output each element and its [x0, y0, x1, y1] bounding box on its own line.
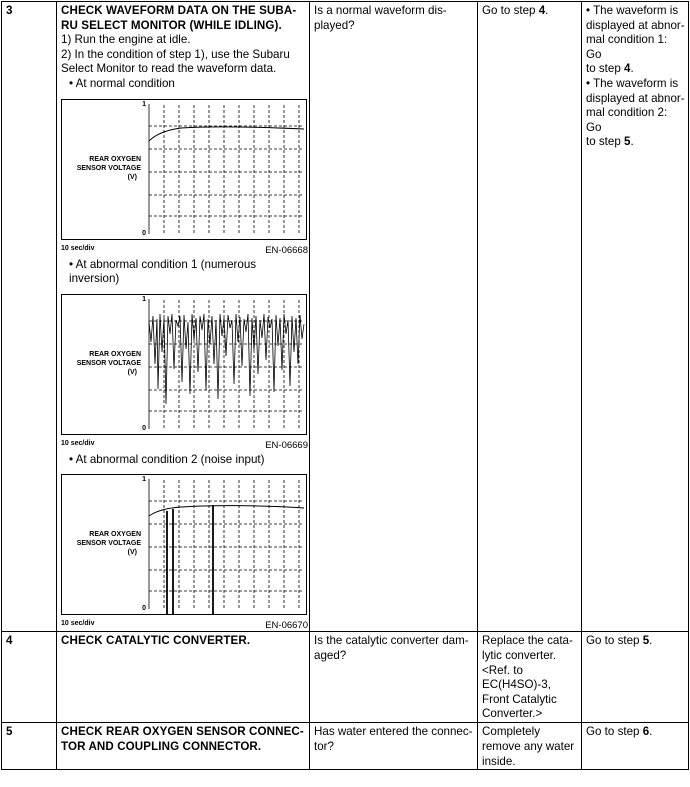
waveform-figure	[61, 294, 308, 436]
y-axis-label-line2: SENSOR VOLTAGE	[76, 359, 141, 367]
step-instructions: 1) Run the engine at idle. 2) In the condition of step 1), use the Subaru Select Monitor to read the waveform data.	[61, 33, 290, 76]
step-title: CHECK WAVEFORM DATA ON THE SUBA- RU SELECT MONITOR (WHILE IDLING).	[61, 4, 297, 32]
step-number: 4	[2, 632, 57, 723]
y-axis-label-line1: REAR OXYGEN	[89, 350, 141, 358]
step-procedure	[57, 2, 310, 632]
table-row-step-5	[2, 723, 689, 770]
check-cell: Is a normal waveform dis- played?	[310, 2, 478, 632]
no-cell: • The waveform is displayed at abnor- mal condition 1: Go to step 4. • The waveform is displayed at abnor- mal condition 2: Go to step 5.	[582, 2, 689, 632]
diagnostic-table	[1, 1, 689, 770]
x-axis-scale: 10 sec/div	[61, 244, 95, 252]
no-cell: Go to step 5.	[582, 632, 689, 723]
waveform-chart-normal	[61, 99, 308, 256]
y-axis-label-line2: SENSOR VOLTAGE	[76, 540, 141, 548]
no-cell: Go to step 6.	[582, 723, 689, 770]
chart-caption-normal: • At normal condition	[69, 76, 175, 90]
waveform-figure	[61, 99, 308, 241]
y-max-label: 1	[142, 295, 146, 303]
yes-cell: Completely remove any water inside.	[478, 723, 582, 770]
y-axis-label-line1: REAR OXYGEN	[89, 155, 141, 163]
waveform-trace	[149, 126, 304, 140]
chart-caption-abnormal-1: • At abnormal condition 1 (numerous inversion)	[69, 257, 257, 286]
y-axis-label-line3: (V)	[127, 549, 137, 557]
waveform-chart-abnormal-1	[61, 294, 308, 451]
y-axis-label-line3: (V)	[127, 368, 137, 376]
step-number: 5	[2, 723, 57, 770]
y-axis-label-line2: SENSOR VOLTAGE	[76, 164, 141, 172]
yes-cell: Replace the cata- lytic converter. <Ref. to EC(H4SO)-3, Front Catalytic Converter.>	[478, 632, 582, 723]
table-row-step-4	[2, 632, 689, 723]
noise-spikes	[167, 505, 213, 614]
step-number: 3	[2, 2, 57, 632]
y-max-label: 1	[142, 100, 146, 108]
y-min-label: 0	[142, 424, 146, 432]
chart-caption-abnormal-2: • At abnormal condition 2 (noise input)	[69, 452, 265, 466]
y-max-label: 1	[142, 476, 146, 484]
check-cell: Has water entered the connec- tor?	[310, 723, 478, 770]
table-row-step-3	[2, 2, 689, 632]
y-min-label: 0	[142, 605, 146, 613]
x-axis-scale: 10 sec/div	[61, 620, 95, 628]
step-title: CHECK REAR OXYGEN SENSOR CONNEC- TOR AND COUPLING CONNECTOR.	[57, 723, 310, 770]
x-axis-scale: 10 sec/div	[61, 439, 95, 447]
yes-cell: Go to step 4.	[478, 2, 582, 632]
figure-id: EN-06668	[265, 244, 308, 256]
step-title: CHECK CATALYTIC CONVERTER.	[57, 632, 310, 723]
waveform-figure	[61, 474, 308, 616]
check-cell: Is the catalytic converter dam- aged?	[310, 632, 478, 723]
y-axis-label-line3: (V)	[127, 173, 137, 181]
y-axis-label-line1: REAR OXYGEN	[89, 531, 141, 539]
figure-id: EN-06669	[265, 439, 308, 451]
waveform-chart-abnormal-2	[61, 474, 308, 631]
waveform-trace	[149, 314, 304, 404]
y-min-label: 0	[142, 229, 146, 237]
figure-id: EN-06670	[265, 620, 308, 632]
